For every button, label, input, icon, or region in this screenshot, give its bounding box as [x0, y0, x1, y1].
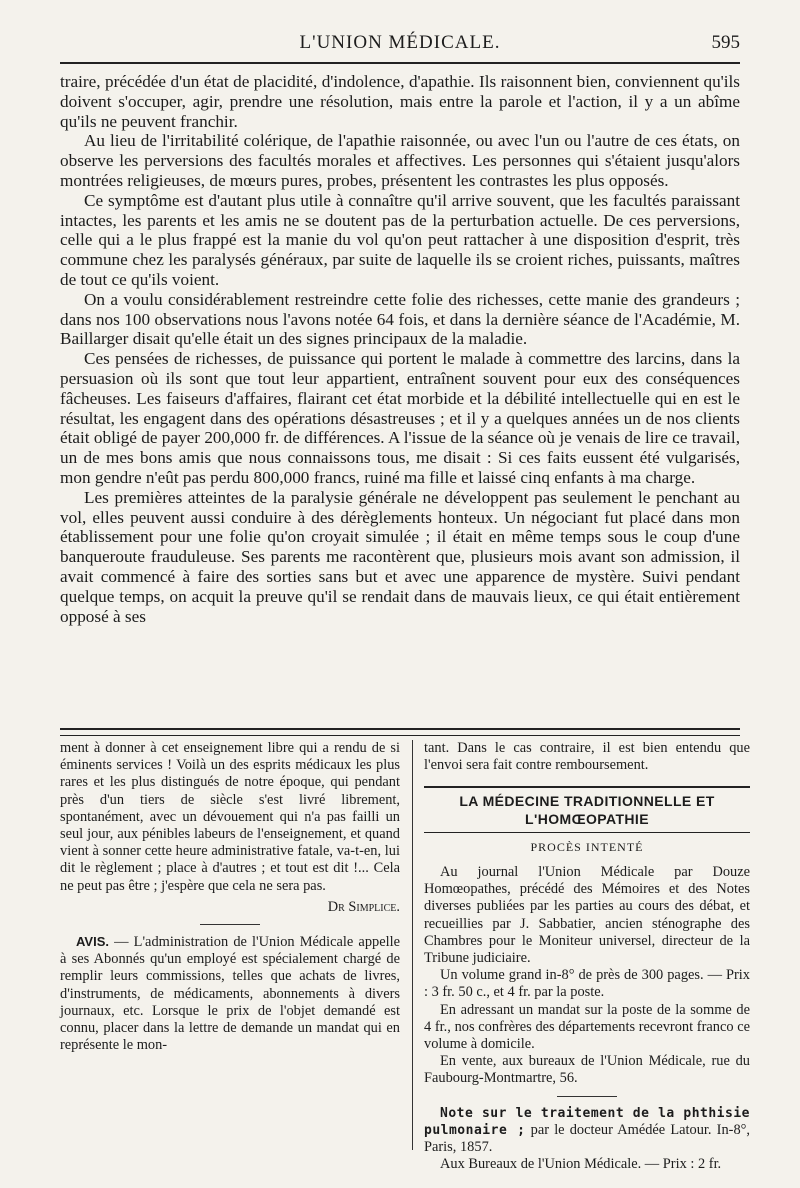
section-subtitle: PROCÈS INTENTÉ [530, 839, 644, 854]
book-volume-price: Un volume grand in-8° de près de 300 pages. — Prix : 3 fr. 50 c., et 4 fr. par la poste. [424, 967, 750, 1001]
note-text: par le docteur Amédée Latour. In-8°, Paris, 1857. [424, 1121, 750, 1156]
note-price: Aux Bureaux de l'Union Médicale. — Prix : 2 fr. [440, 1156, 722, 1173]
section-divider [60, 728, 740, 736]
paragraph: Les premières atteintes de la paralysie générale ne développent pas seulement le penchant au vol, elles peuvent aussi conduire à des dérèglements honteux. Un négociant fut placé dans mon établissement pour une folie qu'on croyait simulée ; il était en même temps sous le coup d'une banqueroute frauduleuse. Ses parents me racontèrent que, plusieurs mois avant son admission, il avait commencé à faire des sorties sans but et avec une apparence de mystère. Suivi pendant quelque temps, on acquit la preuve qu'il se rendait dans de mauvais lieux, ce qui était entièrement opposé à ses [60, 487, 740, 626]
avis-label: AVIS. [76, 934, 109, 950]
announcements-column [424, 740, 750, 1173]
note-listing [424, 1105, 750, 1157]
paragraph: On a voulu considérablement restreindre cette folie des richesses, cette manie des grandeurs ; dans nos 100 observations nous l'avons notée 64 fois, et dans la dernière séance de l'Académie, M. Baillarger disait qu'elle était un des signes principaux de la maladie. [60, 289, 740, 349]
column-divider [412, 740, 413, 1150]
book-mandat: En adressant un mandat sur la poste de la somme de 4 fr., nos confrères des départements recevront franco ce volume à domicile. [424, 1001, 750, 1053]
paragraph: Ces pensées de richesses, de puissance qui portent le malade à commettre des larcins, dans la persuasion où ils sont que tout leur appartient, entraînent souvent pour eux des conséquences fâcheuses. Les faiseurs d'affaires, flairant cet état morbide et la débilité intellectuelle qui en est le résultat, les engagent dans des opérations désastreuses ; et il y a quelques années un de nos clients était obligé de payer 200,000 fr. de différences. A l'issue de la séance où je venais de lire ce travail, un de mes bons amis que nous connaissons tous, me disait : Si ces faits eussent été vulgarisés, mon gendre n'eût pas perdu 800,000 francs, ruiné ma fille et laissé cinq enfants à ma charge. [60, 349, 740, 487]
paragraph: Au lieu de l'irritabilité colérique, de l'apathie raisonnée, ou avec l'un ou l'autre de ces états, on observe les perversions des facultés morales et affectives. Les personnes qui s'étaient jusqu'alors montrées religieuses, de mœurs pures, probes, présentent les contrastes les plus opposés. [60, 131, 740, 190]
section-title: LA MÉDECINE TRADITIONNELLE ET L'HOMŒOPATHIE [424, 786, 750, 832]
page-header [60, 28, 740, 64]
short-divider [557, 1096, 617, 1097]
paragraph: traire, précédée d'un état de placidité, d'indolence, d'apathie. Ils raisonnent bien, conviennent qu'ils doivent s'occuper, agir, prendre une résolution, mais entre la parole et l'action, il y a un abîme qu'ils ne peuvent franchir. [60, 72, 740, 131]
avis-notice [60, 933, 400, 1054]
note-title: Note sur le traitement de la phthisie pulmonaire ; [424, 1105, 750, 1138]
avis-text: — L'administration de l'Union Médicale appelle à ses Abonnés qu'un employé est spécialement chargé de remplir leurs commissions, telles que achats de livres, d'instruments, de médicaments, abonnements à divers journaux, etc. Lorsque le prix de l'objet demandé est connu, placer dans la lettre de demande un mandat qui en représente le mon- [60, 934, 400, 1054]
book-sale-address: En vente, aux bureaux de l'Union Médicale, rue du Faubourg-Montmartre, 56. [424, 1053, 750, 1087]
feuilleton-paragraph: ment à donner à cet enseignement libre qui a rendu de si éminents services ! Voilà un des esprits médicaux les plus rares et les plus distingués de notre époque, qui pendant près d'un tiers de siècle s'est livré librement, spontanément, avec un dévouement qui n'a pas failli un seul jour, aux pénibles labeurs de l'enseignement, et quand vient à sonner cette heure administrative fatale, va-t-en, lui dit le règlement ; place à d'autres ; et tout est dit !... Cela ne peut pas être ; j'espère que cela ne sera pas. [60, 740, 400, 894]
main-article-text [60, 72, 740, 626]
avis-continuation: tant. Dans le cas contraire, il est bien entendu que l'envoi sera fait contre remboursement. [424, 740, 750, 774]
author-signature: Dr Simplice. [327, 898, 400, 915]
running-title: L'UNION MÉDICALE. [299, 32, 501, 53]
feuilleton-column [60, 740, 400, 1054]
page-number: 595 [711, 32, 740, 53]
book-description: Au journal l'Union Médicale par Douze Homœopathes, précédé des Mémoires et des Notes diverses publiées par les parties au cours des débat, et recueillies par J. Sabbatier, ancien sténographe des Chambres pour le Moniteur universel, directeur de la Tribune judiciaire. [424, 864, 750, 967]
short-divider [200, 924, 260, 925]
paragraph: Ce symptôme est d'autant plus utile à connaître qu'il arrive souvent, que les facultés paraissant intactes, les parents et les amis ne se doutent pas de la perturbation actuelle. De ces perversions, celle qui a le plus frappé est la manie du vol qu'on peut rattacher à une disposition d'esprit, très commune chez les paralysés généraux, par suite de laquelle ils se croient riches, puissants, maîtres de tout ce qu'ils voient. [60, 190, 740, 289]
